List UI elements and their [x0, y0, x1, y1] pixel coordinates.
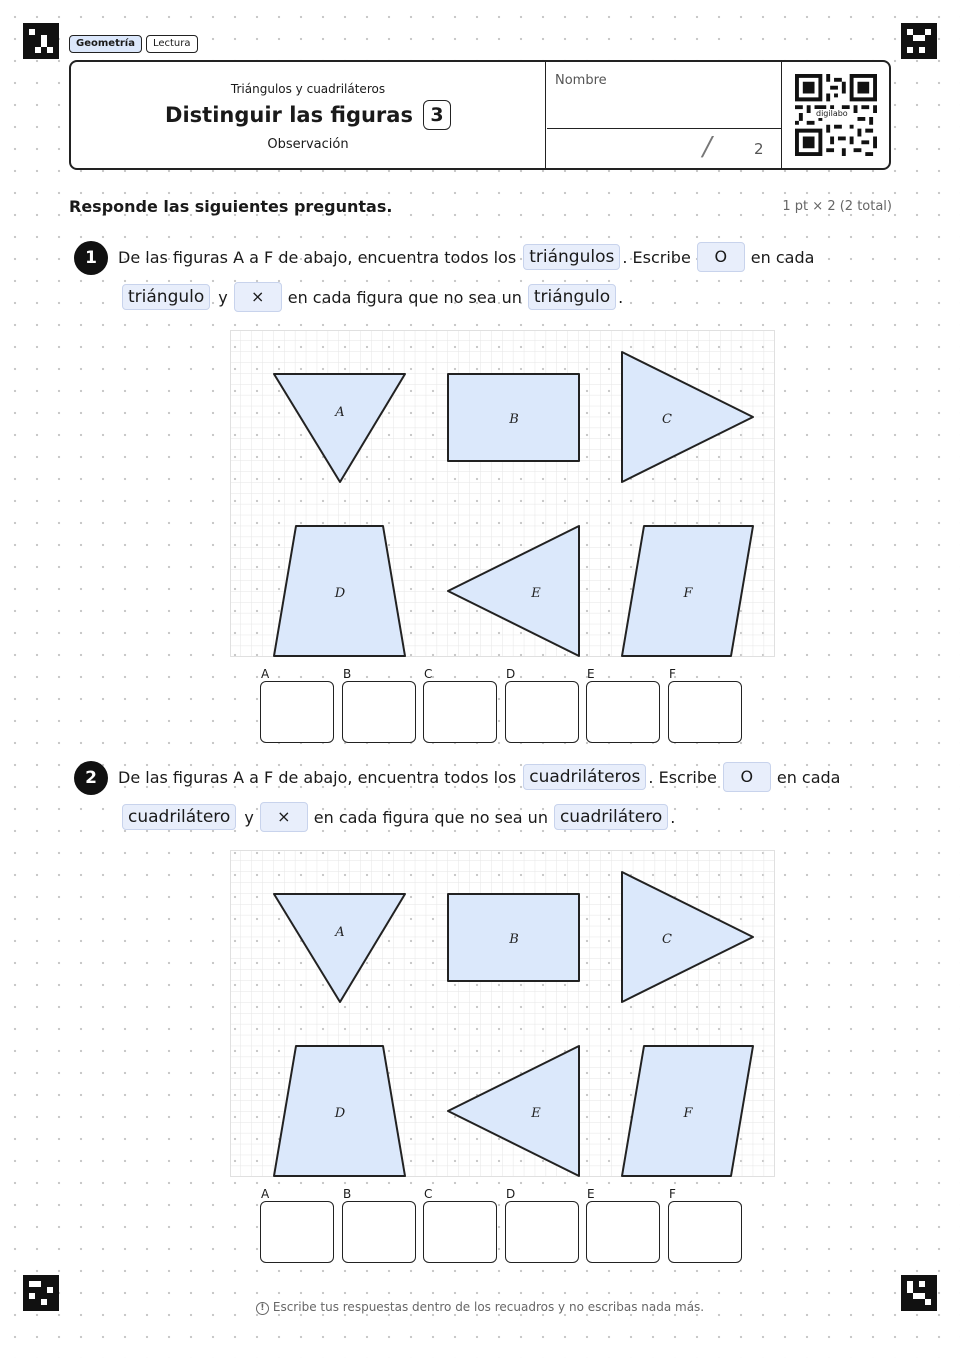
answer-box[interactable]: [342, 681, 416, 743]
question-text-line-2: [120, 282, 623, 312]
answer-box[interactable]: [260, 681, 334, 743]
tag-list: [69, 35, 198, 53]
answer-slot: [668, 667, 742, 743]
figures-grid: [230, 330, 775, 657]
keyword-chip: triángulo: [122, 284, 210, 310]
figure-label: A: [335, 405, 345, 420]
answer-label: C: [424, 667, 433, 681]
answer-box[interactable]: [586, 1201, 660, 1263]
question-text: .: [618, 287, 624, 307]
answer-slot: [423, 667, 497, 743]
qr-code-area: [781, 62, 890, 168]
question-number: 2: [74, 761, 108, 795]
question-text-line-1: [118, 762, 840, 792]
question-number: 1: [74, 241, 108, 275]
score-field[interactable]: [547, 129, 781, 168]
footer-text: Escribe tus respuestas dentro de los recuadros y no escribas nada más.: [272, 1300, 705, 1314]
answer-slot: [586, 1187, 660, 1263]
worksheet-header: [69, 60, 891, 170]
answer-box[interactable]: [260, 1201, 334, 1263]
worksheet-number-badge: 3: [423, 100, 451, 130]
score-slash: /: [699, 132, 715, 162]
qr-label: digilabo: [816, 109, 848, 118]
title-block: [71, 62, 546, 168]
figure-label: B: [509, 412, 519, 427]
figure-label: D: [334, 586, 346, 601]
answer-label: F: [669, 1187, 676, 1201]
figure-label: A: [335, 925, 345, 940]
question-text: en cada figura que no sea un: [287, 287, 522, 307]
points-info: 1 pt × 2 (2 total): [782, 199, 892, 214]
answer-box[interactable]: [668, 1201, 742, 1263]
figures-grid: [230, 850, 775, 1177]
tag-lectura: Lectura: [146, 35, 198, 53]
question-text: y: [218, 287, 228, 307]
question-text: De las figuras A a F de abajo, encuentra todos los: [118, 247, 517, 267]
answer-label: A: [261, 667, 270, 681]
answer-slot: [505, 667, 579, 743]
figure-label: E: [531, 1106, 541, 1121]
answer-label: A: [261, 1187, 270, 1201]
answer-label: E: [587, 1187, 595, 1201]
question-text: en cada: [776, 767, 841, 787]
figure-label: C: [662, 932, 672, 947]
answer-slot: [260, 667, 334, 743]
worksheet-title: Distinguir las figuras: [165, 103, 413, 127]
worksheet-mode: Observación: [267, 137, 349, 152]
answer-box[interactable]: [586, 681, 660, 743]
footer-note: [0, 1300, 960, 1315]
answer-box[interactable]: [505, 1201, 579, 1263]
answer-box[interactable]: [668, 681, 742, 743]
answer-box[interactable]: [423, 681, 497, 743]
answer-slot: [668, 1187, 742, 1263]
answer-label: D: [506, 1187, 516, 1201]
question-text: en cada: [750, 247, 815, 267]
answer-slot: [342, 1187, 416, 1263]
question-text: en cada figura que no sea un: [313, 807, 548, 827]
circle-symbol-chip: O: [697, 242, 745, 272]
answer-box[interactable]: [505, 681, 579, 743]
corner-marker-top-right: [901, 23, 937, 59]
question-text: y: [244, 807, 254, 827]
answer-slot: [586, 667, 660, 743]
keyword-chip: cuadrilátero: [122, 804, 236, 830]
answer-row: [260, 667, 744, 747]
question-text: De las figuras A a F de abajo, encuentra todos los: [118, 767, 517, 787]
question-text-line-1: [118, 242, 814, 272]
question-text: .: [670, 807, 676, 827]
keyword-chip: cuadrilátero: [554, 804, 668, 830]
answer-slot: [505, 1187, 579, 1263]
corner-marker-top-left: [23, 23, 59, 59]
question-text: . Escribe: [622, 247, 691, 267]
answer-label: D: [506, 667, 516, 681]
figure-label: F: [683, 586, 693, 601]
figure-label: B: [509, 932, 519, 947]
instructions: Responde las siguientes preguntas.: [69, 197, 393, 216]
answer-slot: [423, 1187, 497, 1263]
answer-box[interactable]: [423, 1201, 497, 1263]
answer-label: B: [343, 1187, 352, 1201]
cross-symbol-chip: ×: [260, 802, 308, 832]
tag-geometria: Geometría: [69, 35, 142, 53]
answer-row: [260, 1187, 744, 1267]
answer-label: E: [587, 667, 595, 681]
name-label: Nombre: [555, 73, 607, 88]
question-text-line-2: [120, 802, 675, 832]
score-total: 2: [754, 140, 764, 158]
name-field[interactable]: [547, 62, 781, 129]
worksheet-subtitle: Triángulos y cuadriláteros: [230, 82, 386, 96]
answer-label: B: [343, 667, 352, 681]
answer-label: C: [424, 1187, 433, 1201]
keyword-chip: cuadriláteros: [523, 764, 646, 790]
circle-symbol-chip: O: [723, 762, 771, 792]
answer-slot: [260, 1187, 334, 1263]
figure-label: C: [662, 412, 672, 427]
question-text: . Escribe: [648, 767, 717, 787]
worksheet-title-row: [71, 100, 545, 130]
keyword-chip: triángulos: [523, 244, 620, 270]
cross-symbol-chip: ×: [234, 282, 282, 312]
answer-label: F: [669, 667, 676, 681]
figure-label: E: [531, 586, 541, 601]
answer-box[interactable]: [342, 1201, 416, 1263]
figure-label: F: [683, 1106, 693, 1121]
figure-label: D: [334, 1106, 346, 1121]
answer-slot: [342, 667, 416, 743]
keyword-chip: triángulo: [528, 284, 616, 310]
info-icon: !: [256, 1302, 269, 1315]
